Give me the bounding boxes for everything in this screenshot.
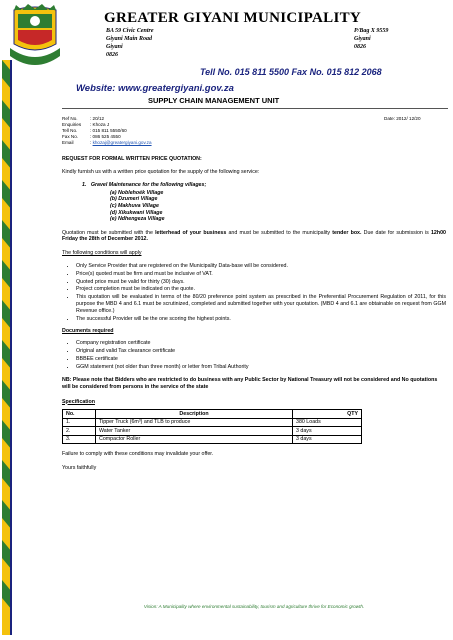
address-line: 0826	[354, 44, 366, 50]
municipality-title: GREATER GIYANI MUNICIPALITY	[104, 10, 362, 26]
text-run: Quotation must be submitted with the	[62, 229, 156, 236]
address-line: Giyani	[106, 44, 123, 50]
reference-block	[62, 116, 152, 146]
list-item: • This quotation will be evaluated in terms of the 80/20 preference point system as prescribed in the Preferential Procurement Regulation of 2011, for this purpose the MBD 4 and 6.1 must be scrutinized, completed and submitted together with your quotation. (MBD 4 and 6.1 are obtainable on request from GGM Revenue office.)	[76, 294, 446, 314]
table-cell: 2.	[63, 427, 96, 436]
ref-value: : Khoza J	[90, 122, 110, 127]
table-header-row	[63, 410, 362, 419]
unit-heading: SUPPLY CHAIN MANAGEMENT UNIT	[148, 96, 280, 105]
list-item: (c) Makhuva Village	[110, 202, 159, 209]
website-link[interactable]: Website: www.greatergiyani.gov.za	[76, 83, 234, 94]
nb-notice: NB: Please note that Bidders who are restricted to do business with any Public Sector by National Treasury will not be considered and No quotations will be considered from persons in the service of the state	[62, 377, 438, 390]
text-run: letterhead of your business	[155, 229, 227, 236]
list-item: (e) Ndhengeza Village	[110, 216, 165, 223]
ref-value: : 015 811 5550/60	[90, 128, 127, 133]
list-item: • BBBEE certificate	[76, 356, 446, 363]
ref-row	[62, 140, 152, 146]
table-cell: 3.	[63, 435, 96, 444]
conditions-list	[62, 263, 446, 323]
table-row	[63, 435, 362, 444]
villages-list	[110, 190, 446, 223]
list-item: • Only Service Provider that are registered on the Municipality Data-base will be considered.	[76, 263, 446, 270]
list-item: • Price(s) quoted must be firm and must be inclusive of VAT.	[76, 271, 446, 278]
list-item: (b) Dzumeri Village	[110, 196, 158, 203]
ref-value: :	[90, 140, 93, 145]
list-item: • Company registration certificate	[76, 340, 446, 347]
ref-value: : 086 525 4550	[90, 134, 121, 139]
text-run: and must be submitted to the municipality	[226, 229, 333, 236]
letter-body	[62, 156, 446, 471]
table-cell: 1.	[63, 418, 96, 427]
list-item: • Quoted price must be valid for thirty (30) days.	[76, 279, 446, 286]
text-run: Due date for submission is	[361, 229, 431, 236]
list-item: • GGM statement (not older than three month) or letter from Tribal Authority	[76, 364, 446, 371]
address-line: P/Bag X 9559	[354, 28, 389, 34]
email-link[interactable]: khozaj@greatergiyani.gov.za	[92, 140, 152, 145]
table-cell: Compactor Roller	[96, 435, 293, 444]
decorative-border-stripe	[2, 60, 12, 635]
specification-table	[62, 409, 362, 444]
ref-key: Fax No.	[62, 134, 79, 139]
intro-text: Kindly furnish us with a written price quotation for the supply of the following service:	[62, 168, 260, 175]
table-cell: 380 Loads	[293, 418, 362, 427]
table-row	[63, 427, 362, 436]
table-cell: Water Tanker	[96, 427, 293, 436]
table-cell: 3 days	[293, 435, 362, 444]
ref-key: Tell No.	[62, 128, 78, 133]
list-item: (a) Noblehoék Village	[110, 189, 164, 196]
vision-footer: Vision: A Municipality where environmental sustainability, tourism and agriculture thrive for Economic growth.	[143, 604, 365, 609]
table-row	[63, 418, 362, 427]
conditions-heading: The following conditions will apply	[62, 249, 142, 256]
address-line: 0826	[106, 52, 118, 58]
list-item: • Project completion must be indicated on the quote.	[76, 286, 446, 293]
text-run: 12h00 Friday the 28th of December 2012.	[62, 229, 447, 243]
header-divider	[62, 108, 448, 109]
tel-fax-line: Tell No. 015 811 5500 Fax No. 015 812 2068	[200, 67, 382, 77]
postal-address-right	[354, 27, 388, 51]
text-run: tender box.	[332, 229, 362, 236]
documents-heading: Documents required	[62, 328, 114, 335]
ref-key: Email	[62, 140, 74, 145]
failure-notice: Failure to comply with these conditions may invalidate your offer.	[62, 451, 214, 458]
address-line: Giyani Main Road	[106, 36, 153, 42]
letter-date: Date: 2012/ 12/20	[384, 116, 421, 121]
column-header: No.	[63, 410, 96, 419]
ref-key: Enquiries	[62, 122, 82, 127]
submission-paragraph	[62, 230, 446, 243]
documents-list	[62, 340, 446, 371]
ref-value: : 20/12	[90, 116, 105, 121]
address-line: Giyani	[354, 36, 371, 42]
list-item: • The successful Provider will be the one scoring the highest points.	[76, 316, 446, 323]
table-cell: 3 days	[293, 427, 362, 436]
table-cell: Tipper Truck (6m³) and TLB to produce	[96, 418, 293, 427]
closing-salutation: Yours faithfully	[62, 464, 97, 471]
list-item: (d) Xikukwani Village	[110, 209, 163, 216]
column-header: Description	[96, 410, 293, 419]
address-line: BA 59 Civic Centre	[106, 28, 154, 34]
postal-address-left	[106, 27, 154, 59]
specification-heading: Specification	[62, 398, 95, 405]
column-header: QTY	[293, 410, 362, 419]
service-item: 1. Gravel Maintenance for the following villages;	[82, 182, 207, 189]
request-heading: REQUEST FOR FORMAL WRITTEN PRICE QUOTATION:	[62, 156, 202, 162]
ref-key: Ref No.	[62, 116, 78, 121]
municipality-logo	[8, 4, 62, 76]
list-item: • Original and valid Tax clearance certificate	[76, 348, 446, 355]
